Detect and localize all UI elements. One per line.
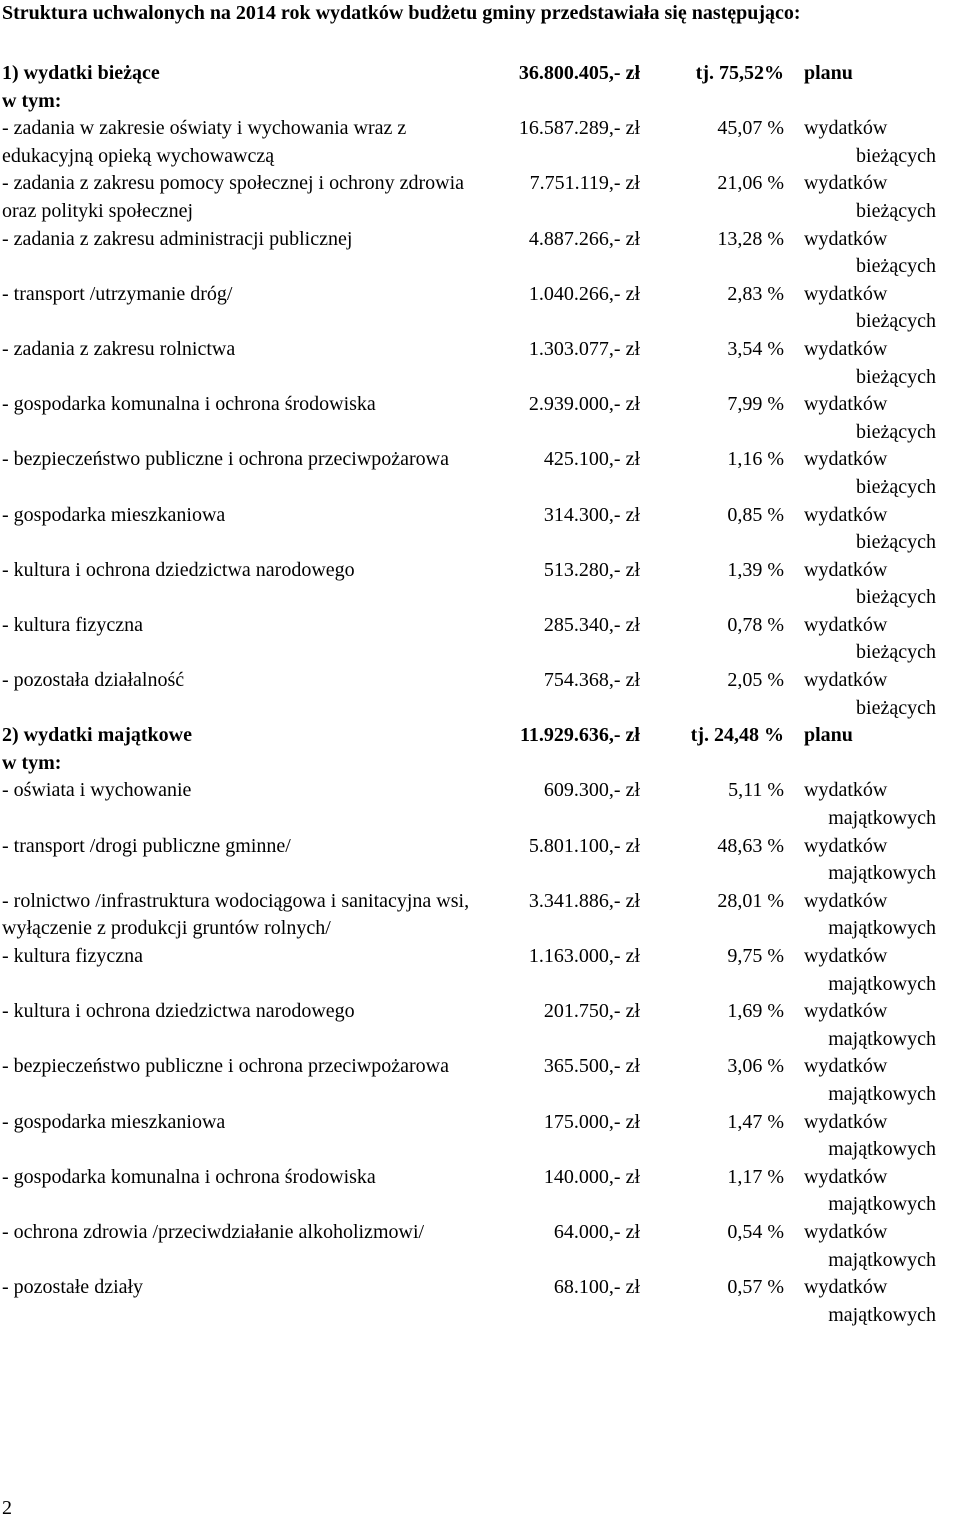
item-amount: 201.750,- zł [543, 1000, 640, 1023]
item-unit-line1: wydatków [804, 393, 888, 416]
item-unit-line2: majątkowych [828, 1193, 936, 1216]
section-header-capital [2, 722, 958, 750]
page-number: 2 [2, 1497, 12, 1519]
section-percent: tj. 75,52% [695, 62, 784, 84]
item-unit [794, 391, 958, 446]
item-label: - gospodarka komunalna i ochrona środowiska [2, 393, 376, 416]
item-unit [794, 667, 958, 722]
item-percent: 13,28 % [717, 227, 784, 250]
list-item [2, 502, 958, 557]
item-percent: 1,16 % [727, 448, 784, 471]
item-percent: 28,01 % [717, 889, 784, 912]
section-amount: 11.929.636,- zł [520, 724, 640, 747]
item-percent: 0,57 % [727, 1276, 784, 1299]
item-label: - gospodarka mieszkaniowa [2, 503, 226, 526]
list-item [2, 943, 958, 998]
item-unit-line1: wydatków [804, 117, 888, 140]
item-unit [794, 1274, 958, 1329]
item-unit-line1: wydatków [804, 613, 888, 636]
item-unit-line1: wydatków [804, 172, 888, 195]
item-percent: 3,06 % [727, 1055, 784, 1078]
item-label: - kultura fizyczna [2, 945, 144, 967]
item-unit [794, 777, 958, 832]
item-percent: 1,17 % [727, 1165, 784, 1188]
item-label: - pozostałe działy [2, 1276, 144, 1299]
item-unit [794, 170, 958, 225]
item-unit-line1: wydatków [804, 945, 888, 967]
item-amount: 609.300,- zł [543, 779, 640, 802]
list-item [2, 1053, 958, 1108]
item-unit-line2: bieżących [856, 255, 936, 278]
item-amount: 175.000,- zł [543, 1110, 640, 1133]
list-item [2, 226, 958, 281]
list-item [2, 281, 958, 336]
item-unit-line2: bieżących [856, 696, 936, 719]
item-unit-line1: wydatków [804, 1055, 888, 1078]
item-amount: 513.280,- zł [543, 558, 640, 581]
list-item [2, 1109, 958, 1164]
section-header-current [2, 60, 958, 88]
item-unit-line2: bieżących [856, 531, 936, 554]
item-percent: 48,63 % [717, 834, 784, 857]
item-percent: 2,05 % [727, 669, 784, 692]
item-percent: 0,78 % [727, 613, 784, 636]
item-unit [794, 943, 958, 998]
list-item [2, 777, 958, 832]
item-amount: 314.300,- zł [543, 503, 640, 526]
page-title: Struktura uchwalonych na 2014 rok wydatków budżetu gminy przedstawiała się następująco: [2, 2, 801, 24]
item-unit-line1: wydatków [804, 1220, 888, 1243]
item-label: - bezpieczeństwo publiczne i ochrona przeciwpożarowa [2, 448, 450, 471]
item-unit-line1: wydatków [804, 779, 888, 802]
item-amount: 285.340,- zł [543, 613, 640, 636]
item-unit-line1: wydatków [804, 282, 888, 305]
item-percent: 1,69 % [727, 1000, 784, 1023]
item-unit [794, 336, 958, 391]
list-item [2, 612, 958, 667]
item-unit-line1: wydatków [804, 337, 888, 360]
item-amount: 754.368,- zł [543, 669, 640, 692]
item-unit-line2: bieżących [856, 365, 936, 388]
item-amount: 3.341.886,- zł [528, 889, 640, 912]
item-label: - kultura i ochrona dziedzictwa narodowego [2, 558, 355, 581]
including-label: w tym: [2, 751, 62, 774]
list-item [2, 170, 958, 225]
item-unit [794, 446, 958, 501]
item-percent: 1,47 % [727, 1110, 784, 1133]
list-item [2, 1274, 958, 1329]
item-unit [794, 226, 958, 281]
item-amount: 1.303.077,- zł [528, 337, 640, 360]
item-amount: 4.887.266,- zł [528, 227, 640, 250]
item-unit [794, 888, 958, 943]
section-unit: planu [804, 62, 853, 84]
list-item [2, 446, 958, 501]
current-items-list [2, 115, 958, 722]
item-unit [794, 115, 958, 170]
capital-items-list [2, 777, 958, 1329]
item-percent: 5,11 % [728, 779, 784, 802]
item-label: - pozostała działalność [2, 669, 185, 692]
item-unit-line1: wydatków [804, 227, 888, 250]
item-amount: 2.939.000,- zł [528, 393, 640, 416]
item-unit-line2: bieżących [856, 199, 936, 222]
list-item [2, 833, 958, 888]
item-label: - rolnictwo /infrastruktura wodociągowa i sanitacyjna wsi, wyłączenie z produkcji gruntów rolnych/ [2, 889, 470, 940]
list-item [2, 336, 958, 391]
list-item [2, 667, 958, 722]
item-amount: 7.751.119,- zł [529, 172, 640, 195]
item-label: - transport /utrzymanie dróg/ [2, 282, 233, 305]
list-item [2, 557, 958, 612]
including-label: w tym: [2, 89, 62, 112]
item-unit-line2: bieżących [856, 475, 936, 498]
list-item [2, 1219, 958, 1274]
item-unit [794, 1219, 958, 1274]
item-amount: 64.000,- zł [553, 1220, 640, 1243]
item-amount: 140.000,- zł [543, 1165, 640, 1188]
item-unit-line2: majątkowych [828, 1082, 936, 1105]
section-unit: planu [804, 724, 853, 747]
item-unit-line2: bieżących [856, 144, 936, 167]
item-label: - kultura i ochrona dziedzictwa narodowego [2, 1000, 355, 1023]
item-unit-line1: wydatków [804, 669, 888, 692]
item-unit-line2: majątkowych [828, 1303, 936, 1326]
item-unit-line1: wydatków [804, 503, 888, 526]
item-unit [794, 833, 958, 888]
item-percent: 3,54 % [727, 337, 784, 360]
expenditure-structure [2, 60, 958, 1329]
section-percent: tj. 24,48 % [690, 724, 784, 747]
item-unit-line2: majątkowych [828, 1138, 936, 1161]
item-unit-line2: majątkowych [828, 807, 936, 830]
section-amount: 36.800.405,- zł [518, 62, 640, 84]
item-unit-line1: wydatków [804, 834, 888, 857]
item-amount: 68.100,- zł [553, 1276, 640, 1299]
item-label: - zadania z zakresu administracji publicznej [2, 227, 353, 250]
item-percent: 9,75 % [727, 945, 784, 967]
item-unit [794, 557, 958, 612]
item-unit [794, 502, 958, 557]
item-label: - kultura fizyczna [2, 613, 144, 636]
item-unit-line2: majątkowych [828, 1027, 936, 1050]
item-label: - zadania z zakresu rolnictwa [2, 337, 236, 360]
item-unit-line2: majątkowych [828, 972, 936, 995]
item-unit-line1: wydatków [804, 889, 888, 912]
item-unit-line1: wydatków [804, 448, 888, 471]
item-percent: 2,83 % [727, 282, 784, 305]
item-unit [794, 612, 958, 667]
item-label: - ochrona zdrowia /przeciwdziałanie alkoholizmowi/ [2, 1220, 425, 1243]
item-label: - gospodarka komunalna i ochrona środowiska [2, 1165, 376, 1188]
item-label: - oświata i wychowanie [2, 779, 192, 802]
item-unit-line2: bieżących [856, 641, 936, 664]
item-unit [794, 281, 958, 336]
item-unit-line2: bieżących [856, 310, 936, 333]
section-label: 1) wydatki bieżące [2, 62, 160, 84]
item-amount: 1.163.000,- zł [528, 945, 640, 967]
item-percent: 7,99 % [727, 393, 784, 416]
item-amount: 5.801.100,- zł [528, 834, 640, 857]
item-unit [794, 1053, 958, 1108]
item-label: - zadania z zakresu pomocy społecznej i ochrony zdrowia oraz polityki społecznej [2, 172, 465, 222]
item-amount: 16.587.289,- zł [518, 117, 640, 140]
item-unit-line2: bieżących [856, 586, 936, 609]
item-percent: 1,39 % [727, 558, 784, 581]
list-item [2, 115, 958, 170]
list-item [2, 1164, 958, 1219]
item-percent: 0,85 % [727, 503, 784, 526]
item-unit-line1: wydatków [804, 558, 888, 581]
item-amount: 365.500,- zł [543, 1055, 640, 1078]
item-unit-line2: bieżących [856, 420, 936, 443]
item-unit-line2: majątkowych [828, 1248, 936, 1271]
item-amount: 425.100,- zł [543, 448, 640, 471]
item-label: - gospodarka mieszkaniowa [2, 1110, 226, 1133]
list-item [2, 888, 958, 943]
item-unit [794, 1109, 958, 1164]
item-amount: 1.040.266,- zł [528, 282, 640, 305]
item-percent: 21,06 % [717, 172, 784, 195]
list-item [2, 998, 958, 1053]
list-item [2, 391, 958, 446]
item-percent: 0,54 % [727, 1220, 784, 1243]
item-unit [794, 1164, 958, 1219]
item-unit-line1: wydatków [804, 1110, 888, 1133]
item-unit-line1: wydatków [804, 1276, 888, 1299]
item-unit-line1: wydatków [804, 1165, 888, 1188]
item-label: - transport /drogi publiczne gminne/ [2, 834, 291, 857]
item-label: - zadania w zakresie oświaty i wychowania wraz z edukacyjną opieką wychowawczą [2, 117, 407, 167]
item-unit [794, 998, 958, 1053]
item-percent: 45,07 % [717, 117, 784, 140]
item-unit-line1: wydatków [804, 1000, 888, 1023]
item-label: - bezpieczeństwo publiczne i ochrona przeciwpożarowa [2, 1055, 450, 1078]
section-label: 2) wydatki majątkowe [2, 724, 192, 747]
item-unit-line2: majątkowych [828, 862, 936, 885]
item-unit-line2: majątkowych [828, 917, 936, 940]
